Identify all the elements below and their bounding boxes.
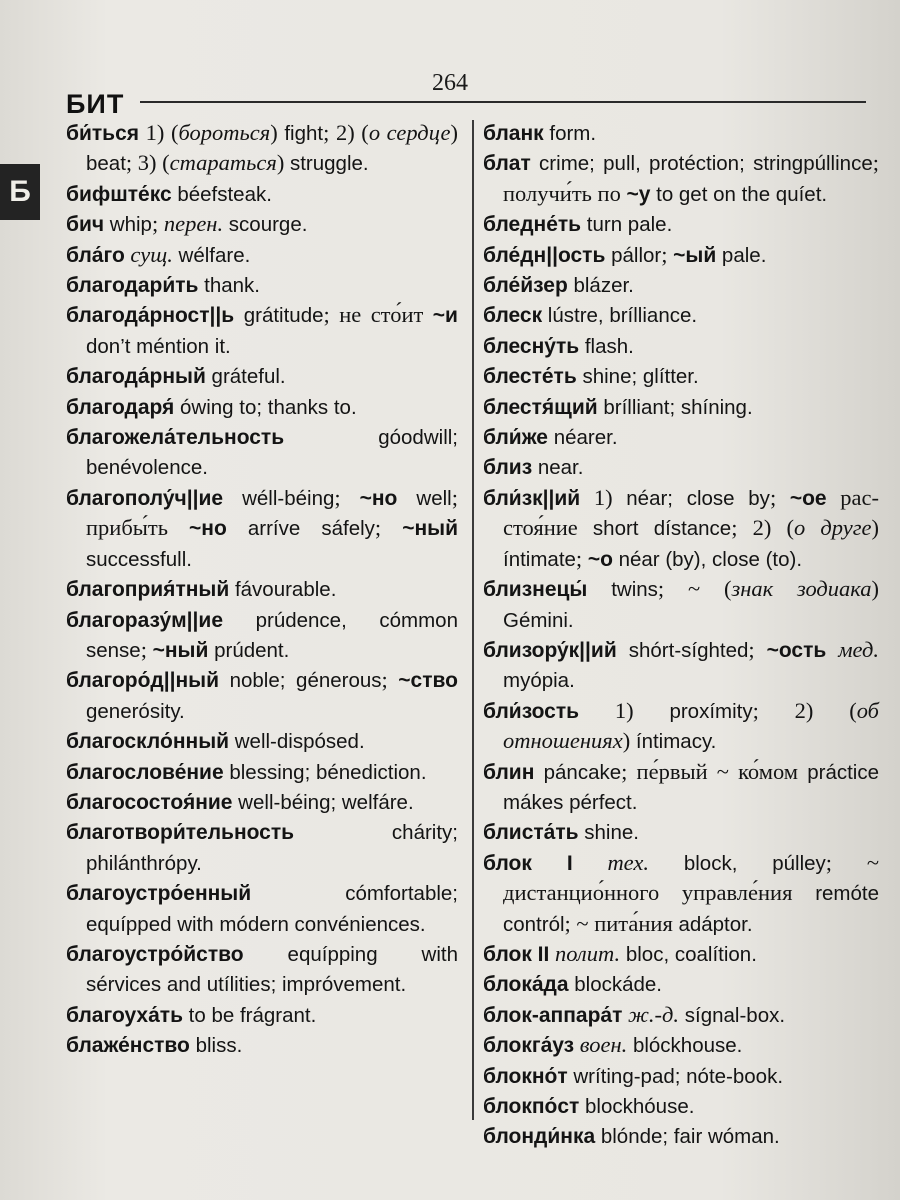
entry-text: form. xyxy=(543,122,597,145)
entry-text: ~и xyxy=(432,304,458,328)
headword: блок II xyxy=(483,942,550,966)
dictionary-entry xyxy=(66,118,458,179)
entry-text: beat xyxy=(86,152,126,176)
entry-text: ) xyxy=(270,120,285,145)
headword: блесте́ть xyxy=(483,365,577,389)
dictionary-entry xyxy=(483,939,879,969)
headword: бле́йзер xyxy=(483,274,568,298)
grammar-label: перен. xyxy=(163,211,224,237)
header-rule xyxy=(140,101,866,103)
dictionary-entry xyxy=(66,574,458,604)
headword: бли́же xyxy=(483,426,548,450)
entry-text: ; xyxy=(575,545,588,571)
headword: благоустро́енный xyxy=(66,882,252,906)
entry-text: ; получи́ть по xyxy=(503,150,879,206)
dictionary-entry xyxy=(66,817,458,878)
entry-text: páncake xyxy=(534,760,622,784)
entry-text: ) xyxy=(871,576,880,602)
entry-text: well xyxy=(397,486,452,510)
entry-text: 1) ( xyxy=(139,120,179,145)
headword: блокга́уз xyxy=(483,1034,575,1058)
entry-text: struggle. xyxy=(289,152,369,176)
headword: благожела́тельность xyxy=(66,426,285,450)
entry-text: scourge. xyxy=(223,213,308,237)
entry-text: néar (by), close (to). xyxy=(612,547,803,571)
headword: блока́да xyxy=(483,973,569,997)
dictionary-entry xyxy=(483,757,879,818)
entry-text: gráteful. xyxy=(205,365,286,389)
entry-text: расстоя́ние xyxy=(503,484,879,541)
entry-text: néarer. xyxy=(548,426,618,450)
grammar-label: мед. xyxy=(838,636,879,662)
dictionary-entry xyxy=(483,1091,879,1121)
grammar-label: сущ. xyxy=(130,241,173,267)
thumb-index-tab: Б xyxy=(0,164,40,220)
entry-text: blóckhouse. xyxy=(627,1034,743,1058)
dictionary-entry xyxy=(66,605,458,666)
entry-text: práctice mákes pérfect. xyxy=(503,760,879,814)
entry-text: noble; génerous xyxy=(219,669,382,693)
headword: блонди́нка xyxy=(483,1125,596,1149)
dictionary-entry xyxy=(66,757,458,787)
entry-text: ; xyxy=(374,515,403,541)
entry-text: ; xyxy=(748,636,767,662)
entry-text: adáptor. xyxy=(678,912,753,936)
grammar-label: стараться xyxy=(169,150,277,176)
entry-text: to get on the quíet. xyxy=(650,182,828,206)
dictionary-entry xyxy=(483,969,879,999)
headword: блок I xyxy=(483,851,573,875)
headword: благодари́ть xyxy=(66,274,199,298)
entry-text: ; 2) ( xyxy=(323,120,369,145)
entry-text: generósity. xyxy=(86,699,185,723)
grammar-label: о сердце xyxy=(368,120,451,145)
entry-text: ; xyxy=(151,211,164,237)
headword: близору́к||ий xyxy=(483,638,617,662)
entry-text: ~ое xyxy=(789,486,827,510)
dictionary-entry xyxy=(483,270,879,300)
grammar-label: об отношениях xyxy=(503,697,879,754)
entry-text: fávourable. xyxy=(229,578,337,602)
entry-text: cómfortable; equípped with módern convéniences. xyxy=(86,882,458,936)
dictionary-entry xyxy=(66,939,458,1000)
entry-text: equípping with sérvices and utílities; impróvement. xyxy=(86,942,458,997)
headword: благоро́д||ный xyxy=(66,669,220,693)
dictionary-entry xyxy=(483,361,879,391)
dictionary-entry xyxy=(66,787,458,817)
dictionary-entry xyxy=(66,422,458,483)
entry-text: blockhóuse. xyxy=(579,1095,695,1118)
entry-text: successfull. xyxy=(86,547,192,571)
entry-text: lústre, brílliance. xyxy=(542,304,698,328)
entry-text: flash. xyxy=(579,334,634,358)
dictionary-entry xyxy=(483,848,879,939)
entry-text: near. xyxy=(532,456,584,480)
entry-text: shórt-síghted xyxy=(616,638,749,662)
dictionary-entry xyxy=(483,483,879,574)
entry-text: chárity; philánthrópy. xyxy=(86,821,458,875)
entry-text: wélfare. xyxy=(172,243,251,267)
entry-text: néar; close by xyxy=(626,486,770,510)
entry-text: proxímity xyxy=(669,699,753,723)
entry-text: góodwill; benévolence. xyxy=(86,426,458,480)
dictionary-entry xyxy=(66,1000,458,1030)
entry-text: ~ый xyxy=(673,243,717,267)
entry-text: béefsteak. xyxy=(171,182,272,206)
grammar-label: знак зодиака xyxy=(731,576,872,602)
dictionary-entry xyxy=(483,392,879,422)
entry-text: íntimate xyxy=(503,547,576,571)
dictionary-entry xyxy=(483,331,879,361)
column-divider xyxy=(472,120,474,1120)
entry-text: sígnal-box. xyxy=(679,1003,786,1027)
entry-text: prúdence, cómmon sense xyxy=(86,608,458,662)
entry-text: ) xyxy=(450,120,458,145)
headword: блесну́ть xyxy=(483,334,580,358)
entry-text: shine; glítter. xyxy=(576,365,699,389)
headword: блестя́щий xyxy=(483,395,598,419)
headword: благоустро́йство xyxy=(66,942,244,966)
entry-text: blessing; bénediction. xyxy=(223,760,427,784)
headword: благоскло́нный xyxy=(66,730,230,754)
entry-text xyxy=(573,850,608,875)
dictionary-entry xyxy=(66,361,458,391)
dictionary-entry xyxy=(483,148,879,209)
headword: бли́зк||ий xyxy=(483,486,581,510)
entry-text: ; 2) ( xyxy=(731,515,795,541)
headword: бледне́ть xyxy=(483,213,582,237)
entry-text: ; xyxy=(661,241,674,267)
headword: блокпо́ст xyxy=(483,1095,580,1118)
headword: близнецы́ xyxy=(483,578,588,602)
entry-text: ~ный xyxy=(152,638,209,662)
entry-text: ) xyxy=(276,150,290,176)
headword: блиста́ть xyxy=(483,821,579,845)
entry-text xyxy=(826,637,838,662)
entry-text: ; ~ дистанцио́нного управле́ния xyxy=(503,849,879,906)
dictionary-entry xyxy=(483,240,879,270)
dictionary-entry xyxy=(66,878,458,939)
headword: бифште́кс xyxy=(66,182,172,206)
dictionary-entry xyxy=(483,300,879,330)
entry-text: ~ный xyxy=(402,517,458,541)
entry-text: íntimacy. xyxy=(635,730,717,754)
entry-text: remóte contról xyxy=(503,882,879,936)
dictionary-entry xyxy=(483,452,879,482)
entry-text: block, púlley xyxy=(649,851,826,875)
entry-text: ; пе́рвый ~ ко́мом xyxy=(621,758,808,784)
headword: блеск xyxy=(483,304,543,328)
page-number: 264 xyxy=(432,70,468,96)
grammar-label: бороться xyxy=(178,120,271,145)
headword: благоразу́м||ие xyxy=(66,608,223,632)
dictionary-entry xyxy=(66,179,458,209)
entry-text: ; xyxy=(334,484,360,510)
entry-text: whip xyxy=(104,213,152,237)
entry-text: twins xyxy=(587,578,658,602)
entry-text: fight xyxy=(284,122,324,145)
headword: благоуха́ть xyxy=(66,1003,183,1027)
entry-text: ~ость xyxy=(766,638,827,662)
headword: благода́рност||ь xyxy=(66,304,235,328)
headword: бланк xyxy=(483,122,544,145)
entry-text: blockáde. xyxy=(568,973,662,997)
grammar-label: тех. xyxy=(607,849,649,875)
headword: близ xyxy=(483,456,533,480)
headword: блин xyxy=(483,760,535,784)
entry-text: pállor xyxy=(605,243,662,267)
headword: благополу́ч||ие xyxy=(66,486,224,510)
headword: бич xyxy=(66,213,105,237)
entry-text: well-béing; welfáre. xyxy=(232,790,414,814)
entry-text: ; xyxy=(769,484,790,510)
entry-text: ~но xyxy=(189,517,227,541)
headword: благослове́ние xyxy=(66,760,224,784)
dictionary-entry xyxy=(66,483,458,574)
entry-text: ~о xyxy=(587,547,613,571)
dictionary-entry xyxy=(483,118,879,148)
headword: блокно́т xyxy=(483,1064,568,1088)
entry-text: ; 3) ( xyxy=(125,150,170,176)
dictionary-entry xyxy=(483,817,879,847)
entry-text: prúdent. xyxy=(208,638,290,662)
grammar-label: ж.-д. xyxy=(628,1001,680,1027)
dictionary-entry xyxy=(483,1000,879,1030)
dictionary-entry xyxy=(483,635,879,696)
headword: бли́зость xyxy=(483,699,580,723)
entry-text: brílliant; shíning. xyxy=(597,395,753,419)
entry-text: ~но xyxy=(359,486,398,510)
headword: благодаря́ xyxy=(66,395,175,419)
entry-text: 1) xyxy=(579,697,670,723)
entry-text: 1) xyxy=(580,484,627,510)
right-column xyxy=(483,118,879,1152)
dictionary-entry xyxy=(66,392,458,422)
dictionary-entry xyxy=(66,209,458,239)
dictionary-entry xyxy=(66,665,458,726)
entry-text: ówing to; thanks to. xyxy=(174,395,357,419)
headword: блаже́нство xyxy=(66,1034,190,1058)
entry-text: to be frágrant. xyxy=(182,1003,317,1027)
dictionary-entry xyxy=(483,696,879,757)
entry-text: ) xyxy=(871,515,880,541)
left-column xyxy=(66,118,458,1061)
headword: блат xyxy=(483,152,531,176)
dictionary-entry xyxy=(66,1030,458,1060)
headword: благотвори́тельность xyxy=(66,821,295,845)
entry-text: turn pale. xyxy=(581,213,673,237)
headword: бла́го xyxy=(66,243,125,267)
entry-text: shine. xyxy=(578,821,639,845)
headword: благоприя́тный xyxy=(66,578,230,602)
grammar-label: воен. xyxy=(579,1032,628,1058)
entry-text: blónde; fair wóman. xyxy=(595,1125,780,1149)
entry-text: ; xyxy=(381,667,399,693)
dictionary-entry xyxy=(483,1030,879,1060)
headword: бле́дн||ость xyxy=(483,243,606,267)
headword: благосостоя́ние xyxy=(66,790,233,814)
grammar-label: полит. xyxy=(554,940,621,966)
running-head: БИТ xyxy=(66,89,125,119)
entry-text: Gémini. xyxy=(503,608,574,632)
dictionary-entry xyxy=(66,300,458,361)
entry-text: ; прибы́ть xyxy=(86,484,458,541)
entry-text: ; ~ ( xyxy=(657,576,732,602)
entry-text: blázer. xyxy=(567,274,634,298)
dictionary-entry xyxy=(483,1121,879,1151)
entry-text: ) xyxy=(622,728,636,754)
entry-text: wéll-béing xyxy=(223,486,335,510)
headword: блок-аппара́т xyxy=(483,1003,623,1027)
entry-text: ; ~ пита́ния xyxy=(564,910,679,936)
dictionary-entry xyxy=(66,270,458,300)
dictionary-entry xyxy=(66,240,458,270)
dictionary-entry xyxy=(483,574,879,635)
entry-text: grátitude xyxy=(234,304,324,328)
grammar-label: о друге xyxy=(794,515,872,541)
entry-text: don’t méntion it. xyxy=(86,334,231,358)
headword: би́ться xyxy=(66,122,140,145)
entry-text: bloc, coalítion. xyxy=(620,942,757,966)
entry-text: ~у xyxy=(626,182,651,206)
entry-text: crime; pull, protéction; stringpúllince xyxy=(530,152,873,176)
entry-text: ~ство xyxy=(398,669,458,693)
entry-text: short dístance xyxy=(592,517,732,541)
entry-text: ; не сто́ит xyxy=(323,302,433,328)
entry-text: pale. xyxy=(716,243,767,267)
entry-text: ; 2) ( xyxy=(752,697,857,723)
entry-text: wríting-pad; nóte-book. xyxy=(567,1064,784,1088)
dictionary-entry xyxy=(483,209,879,239)
dictionary-entry xyxy=(66,726,458,756)
entry-text: ; xyxy=(140,636,153,662)
entry-text: thank. xyxy=(198,274,260,298)
entry-text: arríve sáfely xyxy=(226,517,375,541)
dictionary-entry xyxy=(483,422,879,452)
entry-text: well-dispósed. xyxy=(229,730,365,754)
headword: благода́рный xyxy=(66,365,206,389)
entry-text: myópia. xyxy=(503,669,575,693)
entry-text: bliss. xyxy=(189,1034,243,1058)
dictionary-entry xyxy=(483,1061,879,1091)
